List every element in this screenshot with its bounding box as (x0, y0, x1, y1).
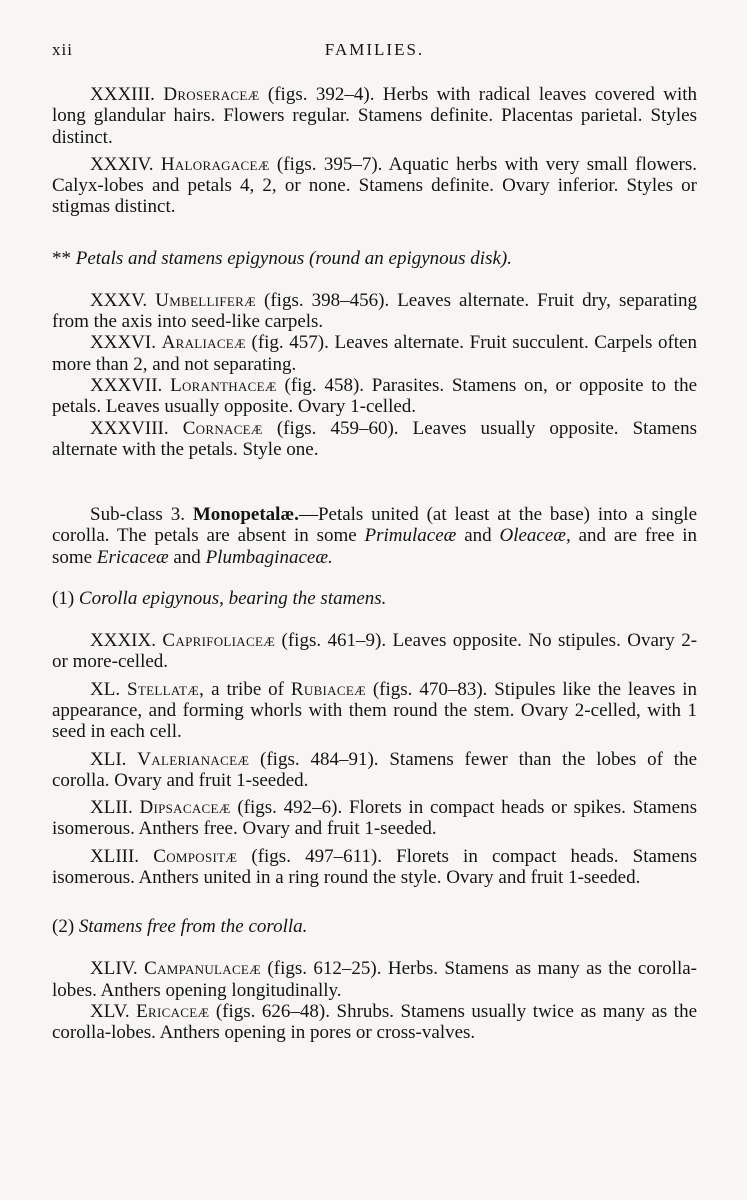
family-entry-xxxiii: XXXIII. Droseraceæ (figs. 392–4). Herbs with radical leaves covered with long glandular hairs. Flowers regular. Stamens definite. Placentas parietal. Styles distinct. (52, 84, 698, 148)
section-heading-2: (2) Stamens free from the corolla. (52, 916, 308, 938)
family-entry-xxxiv: XXXIV. Haloragaceæ (figs. 395–7). Aquatic herbs with very small flowers. Calyx-lobes and petals 4, 2, or none. Stamens definite. Ovary inferior. Styles or stigmas distinct. (52, 153, 698, 218)
running-title: FAMILIES. (324, 40, 425, 59)
family-entry-xl: XL. Stellatæ, a tribe of Rubiaceæ (figs. 470–83). Stipules like the leaves in appearance, and forming whorls with them round the stem. Ovary 2-celled, with 1 seed in each cell. (52, 678, 698, 743)
family-entry-xliv: XLIV. Campanulaceæ (figs. 612–25). Herbs. Stamens as many as the corolla-lobes. Anthers opening longitudinally. (52, 958, 697, 1001)
book-page (52, 34, 697, 1044)
page-number: xii (52, 40, 73, 59)
section-heading-epigynous: ** Petals and stamens epigynous (round an epigynous disk). (52, 247, 512, 269)
family-entry-xxxix: XXXIX. Caprifoliaceæ (figs. 461–9). Leaves opposite. No stipules. Ovary 2- or more-celled. (52, 630, 698, 673)
running-header (52, 34, 697, 64)
family-entry-xlii: XLII. Dipsacaceæ (figs. 492–6). Florets in compact heads or spikes. Stamens isomerous. Anthers free. Ovary and fruit 1-seeded. (52, 797, 697, 840)
family-entry-xxxvii: XXXVII. Loranthaceæ (fig. 458). Parasites. Stamens on, or opposite to the petals. Leaves usually opposite. Ovary 1-celled. (52, 374, 698, 418)
family-entry-xliii: XLIII. Compositæ (figs. 497–611). Florets in compact heads. Stamens isomerous. Anthers united in a ring round the style. Ovary and fruit 1-seeded. (52, 845, 698, 889)
family-entry-xxxvi: XXXVI. Araliaceæ (fig. 457). Leaves alternate. Fruit succulent. Carpels often more than 2, and not separating. (52, 332, 697, 375)
family-entry-xlv: XLV. Ericaceæ (figs. 626–48). Shrubs. Stamens usually twice as many as the corolla-lobes. Anthers opening in pores or cross-valves. (52, 1000, 698, 1044)
subclass-paragraph: Sub-class 3. Monopetalæ.—Petals united (at least at the base) into a single corolla. The petals are absent in some Primulaceæ and Oleaceæ, and are free in some Ericaceæ and Plumbaginaceæ. (52, 504, 698, 568)
family-entry-xxxviii: XXXVIII. Cornaceæ (figs. 459–60). Leaves usually opposite. Stamens alternate with the petals. Style one. (52, 417, 698, 460)
family-entry-xli: XLI. Valerianaceæ (figs. 484–91). Stamens fewer than the lobes of the corolla. Ovary and fruit 1-seeded. (52, 748, 698, 791)
section-heading-1: (1) Corolla epigynous, bearing the stamens. (52, 588, 387, 610)
family-entry-xxxv: XXXV. Umbelliferæ (figs. 398–456). Leaves alternate. Fruit dry, separating from the axis into seed-like carpels. (52, 289, 698, 333)
